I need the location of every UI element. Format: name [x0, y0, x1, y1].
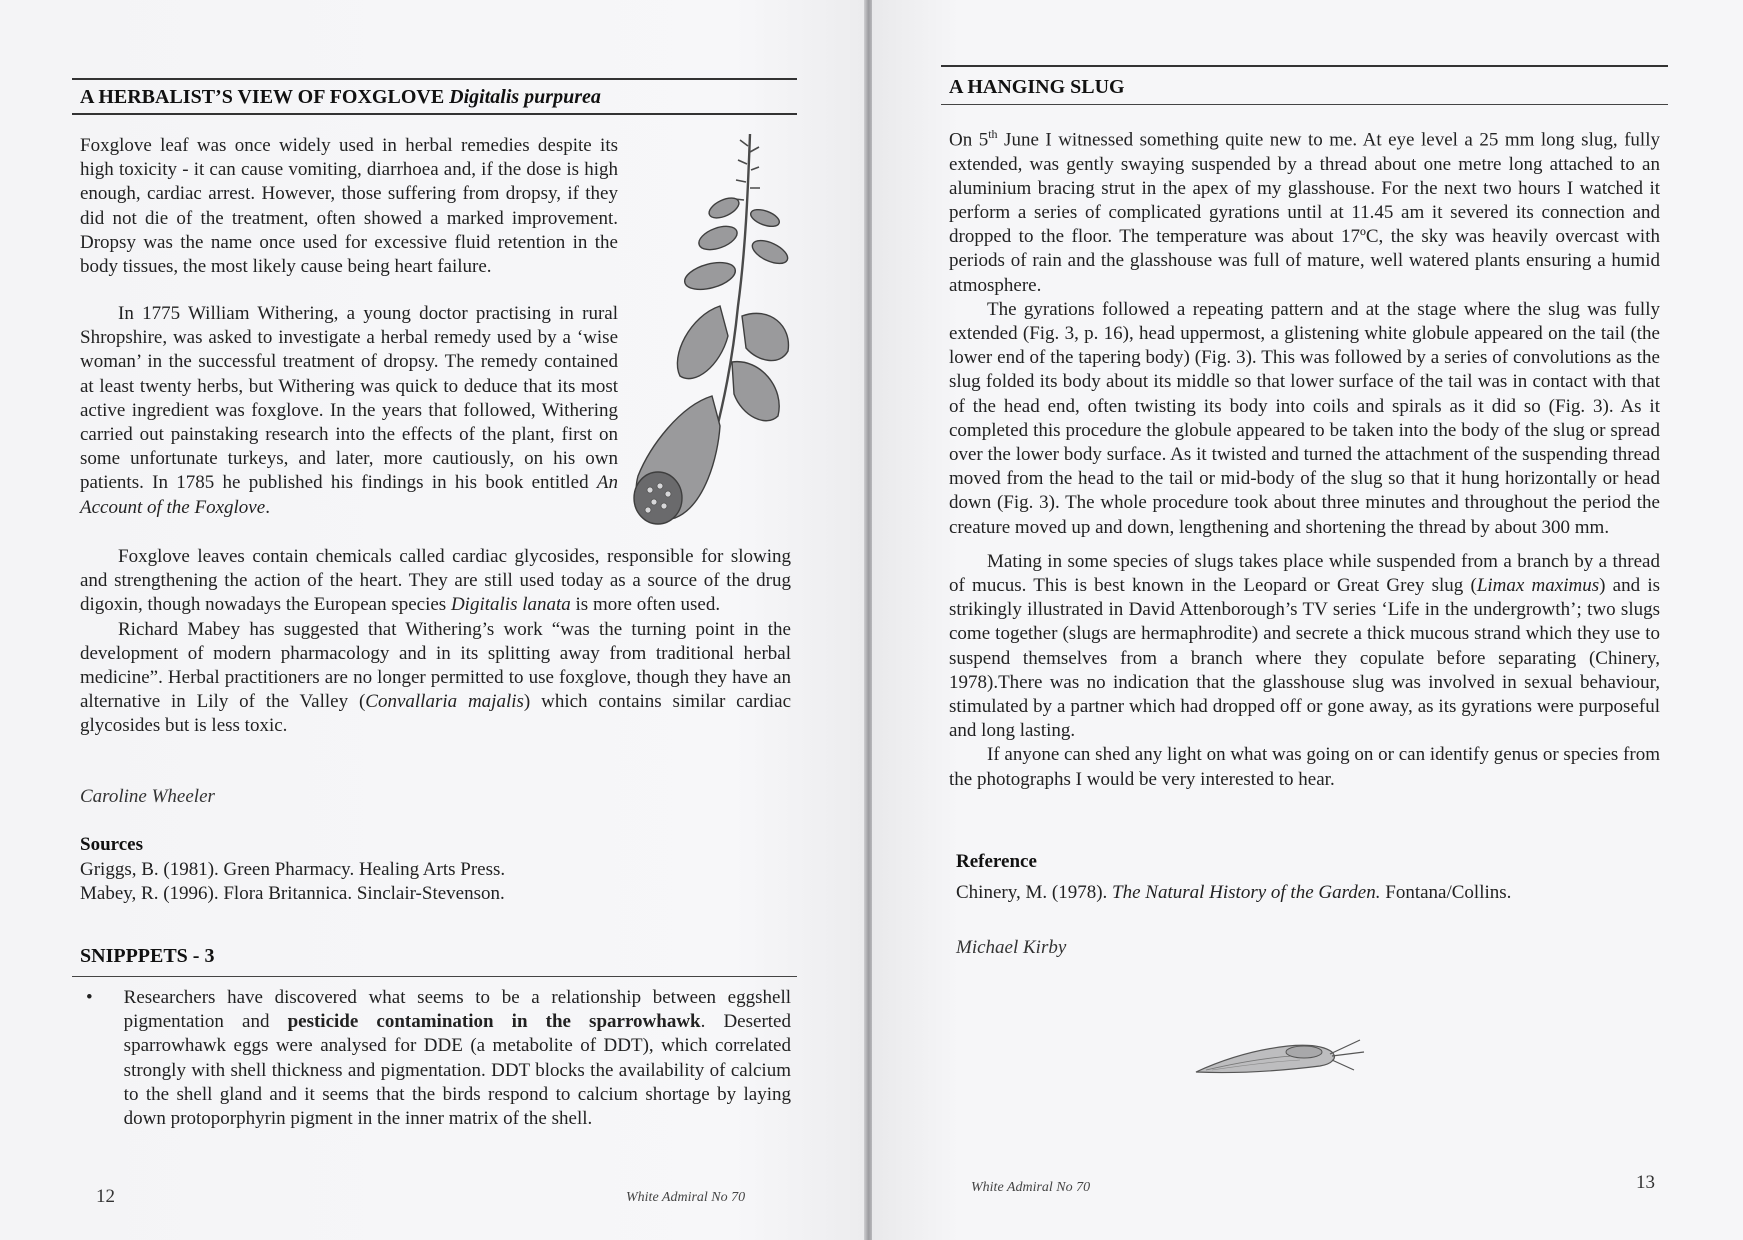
- foxglove-para-3-4: Foxglove leaves contain chemicals called cardiac glycosides, responsible for slowing and strengthening the action of the heart. They are still used today as a source of the drug digoxin, though nowadays the European species Digitalis lanata is more often used. Richard Mabey has suggested that Withering’s work “was the turning point in the development of modern pharmacology and in its splitting away from traditional herbal medicine”. Herbal practitioners are no longer permitted to use foxglove, though they have an alternative in Lily of the Valley (Convallaria majalis) which contains similar cardiac glycosides but is less toxic.: [80, 546, 791, 737]
- header-rule-bottom: [941, 104, 1668, 105]
- footer-right: White Admiral No 70: [971, 1180, 1091, 1195]
- reference-heading: Reference: [956, 851, 1037, 872]
- page-number-left: 12: [96, 1186, 115, 1207]
- foxglove-author: Caroline Wheeler: [80, 786, 215, 807]
- snippet-text: Researchers have discovered what seems to be a relationship between eggshell pigmentation and pesticide contamination in the sparrowhawk. Deserted sparrowhawk eggs were analysed for DDE (a metabolite of DDT), which correlated strongly with shell thickness and pigmentation. DDT blocks the availability of calcium to the shell gland and it seems that the birds respond to calcium shortage by laying down protoporphyrin pigment in the inner matrix of the shell.: [123, 987, 791, 1130]
- title-species: Digitalis purpurea: [449, 86, 601, 108]
- reference-title: The Natural History of the Garden.: [1112, 882, 1381, 903]
- reference-item: Chinery, M. (1978). The Natural History of the Garden. Fontana/Collins.: [956, 882, 1512, 903]
- left-page: [0, 0, 866, 1240]
- snippet-item: [80, 986, 791, 1131]
- foxglove-illustration: [620, 126, 800, 534]
- source-item: Griggs, B. (1981). Green Pharmacy. Healing Arts Press.: [80, 859, 506, 880]
- slug-author: Michael Kirby: [956, 937, 1067, 958]
- foxglove-para-2: In 1775 William Withering, a young doctor practising in rural Shropshire, was asked to investigate a herbal remedy used by a ‘wise woman’ in the successful treatment of dropsy. The remedy contained at least twenty herbs, but Withering was quick to deduce that its most active ingredient was foxglove. In the years that followed, Withering carried out painstaking research into the effects of the plant, first on some unfortunate turkeys, and later, more cautiously, on his own patients. In 1785 he published his findings in his book entitled An Account of the Foxglove.: [80, 303, 618, 518]
- species-name: Limax maximus: [1476, 574, 1600, 596]
- species-name: Digitalis lanata: [450, 594, 571, 616]
- snippets-rule: [72, 976, 797, 977]
- slug-illustration: [1192, 1030, 1372, 1082]
- header-rule-top: [941, 65, 1668, 67]
- footer-left: White Admiral No 70: [626, 1190, 746, 1205]
- slug-body: On 5th June I witnessed something quite new to me. At eye level a 25 mm long slug, fully extended, was gently swaying suspended by a thread about one metre long attached to an aluminium bracing strut in the apex of my glasshouse. For the next two hours I watched it perform a series of complicated gyrations until at 11.45 am it severed its connection and dropped to the floor. The temperature was about 17ºC, the sky was heavily overcast with periods of rain and the glasshouse was full of mature, well watered plants ensuring a humid atmosphere. The gyrations followed a repeating pattern and at the stage where the slug was fully extended (Fig. 3, p. 16), head uppermost, a glistening white globule appeared on the tail (the lower end of the tapering body) (Fig. 3). This was followed by a series of convolutions as the slug folded its body about its middle so that lower surface of the tail was in contact with that of the head end, often twisting its body into coils and spirals as it did so (Fig. 3). As it completed this procedure the globule appeared to be taken into the body of the slug or spread over the lower body surface. As it twisted and turned the attachment of the suspending thread moved from the head to the tail or mid-body of the slug so that it hung horizontally or head down (Fig. 3). The whole procedure took about three minutes and throughout the period the creature moved up and down, lengthening and shortening the thread by about 300 mm. Mating in some species of slugs takes place while suspended from a branch by a thread of mucus. This is best known in the Leopard or Great Grey slug (Limax maximus) and is strikingly illustrated in David Attenborough’s TV series ‘Life in the undergrowth’; two slugs come together (slugs are hermaphrodite) and secrete a thick mucous strand which they use to suspend themselves from a branch where they copulate before separating (Chinery, 1978).There was no indication that the glasshouse slug was involved in sexual behaviour, stimulated by a partner which had dropped off or gone away, as its gyrations were purposeful and long lasting. If anyone can shed any light on what was going on or can identify genus or species from the photographs I would be very interested to hear.: [949, 127, 1660, 790]
- snippets-title: SNIPPPETS - 3: [80, 945, 215, 967]
- superscript: th: [988, 127, 998, 141]
- title-text: A HERBALIST’S VIEW OF FOXGLOVE: [80, 86, 450, 108]
- snippet-highlight: pesticide contamination in the sparrowhawk: [287, 1011, 701, 1033]
- bullet-mark: •: [86, 987, 93, 1008]
- header-rule-top: [72, 78, 797, 80]
- source-item: Mabey, R. (1996). Flora Britannica. Sinclair-Stevenson.: [80, 883, 505, 904]
- foxglove-article-title: [80, 86, 601, 109]
- page-number-right: 13: [1636, 1172, 1655, 1193]
- foxglove-para-1: Foxglove leaf was once widely used in herbal remedies despite its high toxicity - it can cause vomiting, diarrhoea and, if the dose is high enough, cardiac arrest. However, those suffering from dropsy, if they did not die of the treatment, often showed a marked improvement. Dropsy was the name once used for excessive fluid retention in the body tissues, the most likely cause being heart failure.: [80, 135, 618, 278]
- species-name: Convallaria majalis: [365, 691, 524, 713]
- sources-heading: Sources: [80, 834, 143, 855]
- header-rule-bottom: [72, 113, 797, 115]
- right-page: [872, 0, 1743, 1240]
- book-title: An Account of the Foxglove: [80, 472, 618, 518]
- slug-article-title: A HANGING SLUG: [949, 76, 1125, 98]
